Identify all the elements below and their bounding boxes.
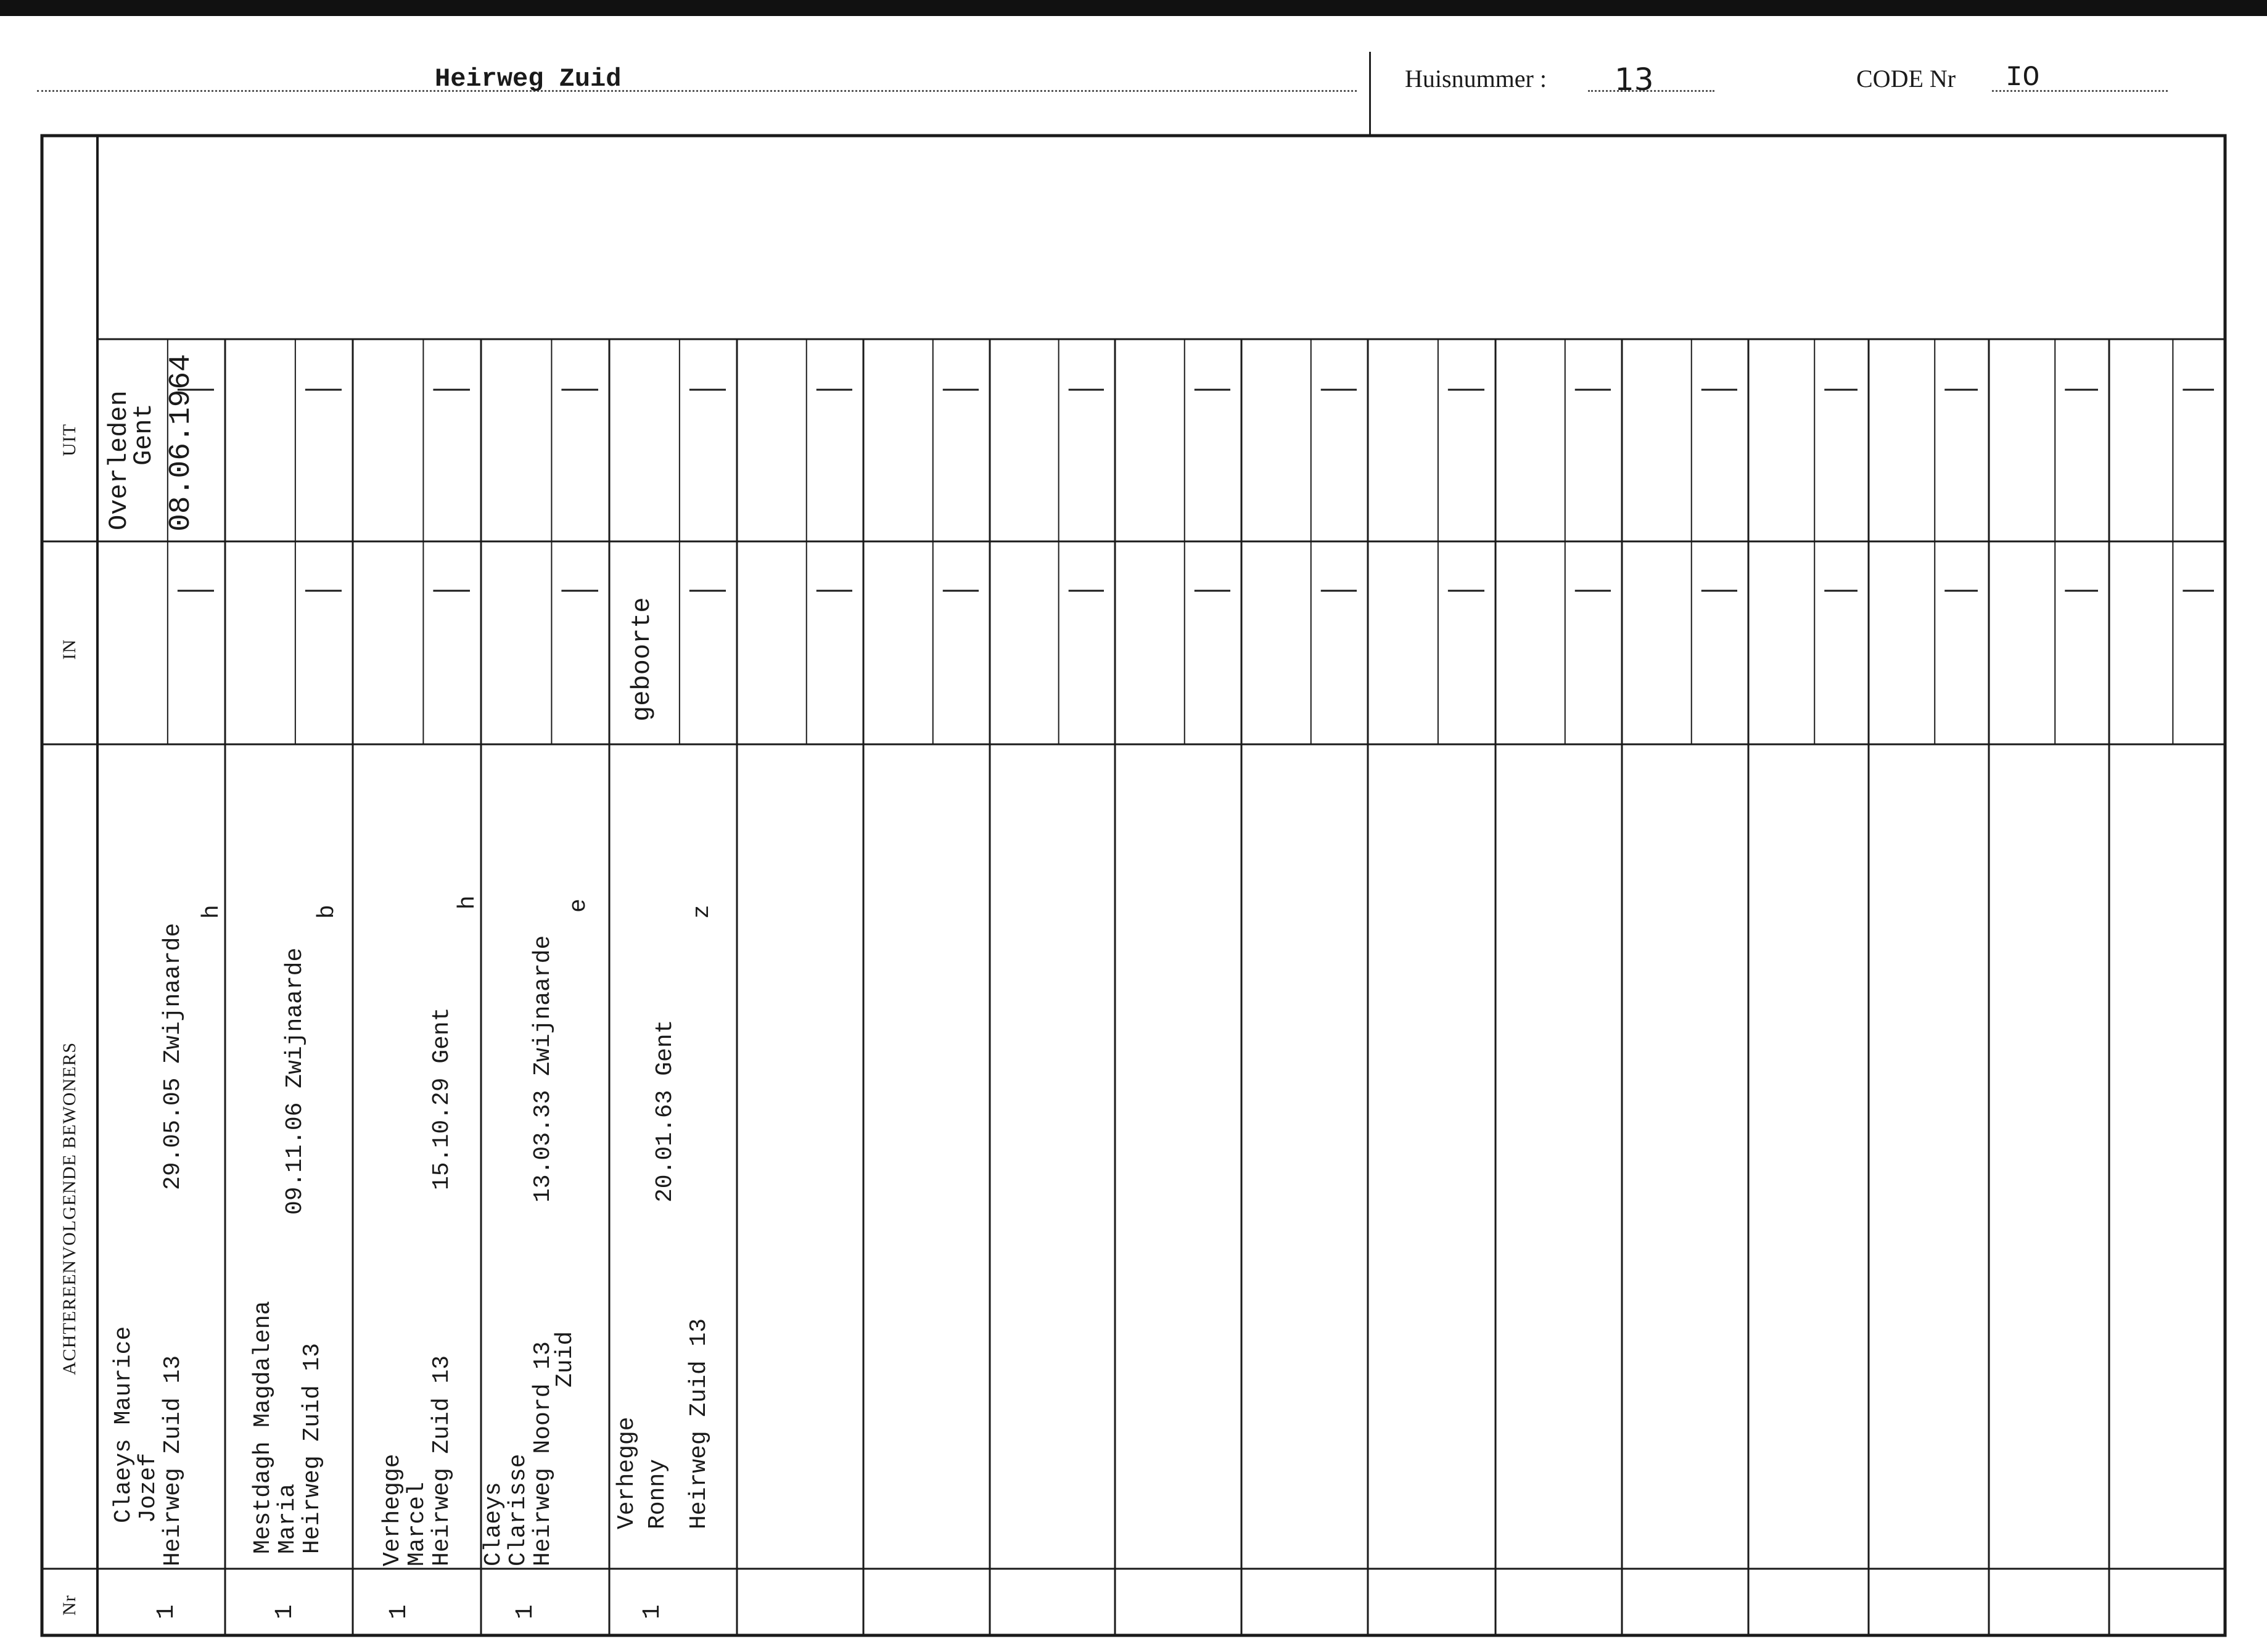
resident-address-3: Heirweg Zuid 13 <box>429 1355 455 1566</box>
resident-address-5: Heirweg Zuid 13 <box>686 1318 712 1529</box>
resident-name-4: Claeys <box>480 1482 507 1566</box>
street-name: Heirweg Zuid <box>435 64 622 94</box>
resident-name-5: Verhegge <box>614 1416 640 1529</box>
resident-address-2: Heirweg Zuid 13 <box>299 1342 326 1554</box>
resident-mark-5: z <box>689 905 715 919</box>
uit-text-1: Overleden <box>104 390 134 530</box>
resident-mark-4: e <box>566 898 592 913</box>
resident-given-name-4: Clarisse <box>505 1453 532 1566</box>
resident-nr-4: 1 <box>512 1604 540 1619</box>
resident-address-1: Heirweg Zuid 13 <box>160 1355 186 1566</box>
resident-name-2: Mestdagh Magdalena <box>250 1301 276 1554</box>
house-number-value: 13 <box>1615 62 1654 97</box>
nr-column-label: Nr <box>59 1595 80 1616</box>
resident-name-1: Claeys Maurice <box>110 1326 137 1523</box>
resident-address-correction-4: Zuid <box>552 1331 578 1387</box>
resident-nr-1: 1 <box>153 1604 181 1619</box>
resident-birth-2: 09.11.06 Zwijnaarde <box>282 947 308 1215</box>
resident-mark-1: h <box>199 905 225 919</box>
code-number-label: CODE Nr <box>1856 65 1956 92</box>
uit-place-1: Gent <box>129 403 158 466</box>
uit-date-1: 08.06.1964 <box>165 353 198 532</box>
resident-address-4: Heirweg Noord 13 <box>530 1341 556 1566</box>
resident-birth-5: 20.01.63 Gent <box>652 1019 678 1202</box>
resident-mark-3: h <box>455 895 481 910</box>
house-number-label: Huisnummer : <box>1405 65 1547 92</box>
in-column-label: IN <box>59 639 80 660</box>
resident-given-name-2: Maria <box>274 1483 301 1554</box>
in-text-5: geboorte <box>627 597 657 721</box>
resident-given-name-1: Jozef <box>135 1452 162 1523</box>
resident-birth-1: 29.05.05 Zwijnaarde <box>160 923 186 1190</box>
resident-given-name-3: Marcel <box>404 1482 430 1566</box>
resident-mark-2: b <box>314 905 340 919</box>
uit-column-label: UIT <box>59 424 80 456</box>
resident-birth-4: 13.03.33 Zwijnaarde <box>530 935 556 1202</box>
resident-given-name-5: Ronny <box>644 1458 671 1529</box>
resident-nr-3: 1 <box>385 1604 413 1619</box>
resident-nr-2: 1 <box>271 1604 299 1619</box>
resident-nr-5: 1 <box>639 1604 667 1619</box>
code-number-value: IO <box>2006 62 2040 94</box>
resident-name-3: Verhegge <box>379 1453 406 1566</box>
residents-column-label: ACHTEREENVOLGENDE BEWONERS <box>59 1042 80 1375</box>
resident-birth-3: 15.10.29 Gent <box>429 1007 455 1190</box>
